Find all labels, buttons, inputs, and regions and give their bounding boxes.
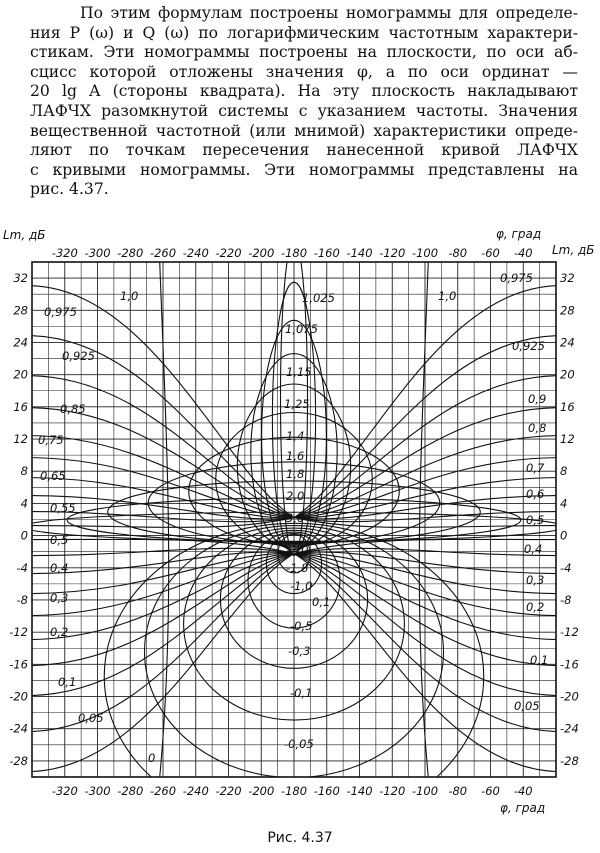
curve-label-right: 0,4 bbox=[524, 542, 543, 556]
curve-label-right: 0,6 bbox=[526, 487, 545, 501]
x-tick-label-top: -80 bbox=[448, 246, 468, 260]
text-line: ЛАФЧХ разомкнутой системы с указанием частоты. Значения bbox=[30, 101, 578, 120]
x-tick-label-top: -180 bbox=[280, 246, 308, 260]
curve-label-center: 1,15 bbox=[286, 365, 312, 379]
x-tick-label-bottom: -140 bbox=[346, 784, 373, 798]
curve-label-left: 0,75 bbox=[38, 433, 64, 447]
y-tick-label-right: -24 bbox=[560, 721, 579, 736]
y-tick-label-left: -20 bbox=[9, 689, 28, 704]
x-tick-label-bottom: -160 bbox=[313, 784, 340, 798]
y-tick-label-left: 16 bbox=[13, 399, 28, 414]
curve-label-center: 0,1 bbox=[312, 595, 331, 609]
curve-label-right: 0,7 bbox=[526, 461, 545, 475]
x-tick-label-top: -140 bbox=[346, 246, 373, 260]
x-axis-label-bottom: φ, град bbox=[500, 801, 546, 815]
curve-label-left: 0,85 bbox=[60, 402, 86, 416]
y-tick-label-right: 4 bbox=[560, 496, 568, 511]
x-tick-label-bottom: -80 bbox=[448, 784, 468, 798]
text-line: сцисс которой отложены значения φ, а по оси ординат — bbox=[30, 62, 578, 81]
y-tick-label-right: -16 bbox=[560, 657, 579, 672]
curve-label-right: 0,3 bbox=[526, 573, 545, 587]
curve-label-center: -0,3 bbox=[288, 644, 311, 658]
y-tick-label-left: 4 bbox=[20, 496, 28, 511]
curve-label-center: 1,25 bbox=[284, 397, 310, 411]
y-tick-label-right: 24 bbox=[560, 335, 575, 350]
x-tick-label-bottom: -320 bbox=[51, 784, 78, 798]
text-line: 20 lg A (стороны квадрата). На эту плоскость накладывают bbox=[30, 82, 578, 101]
text-line: ния P (ω) и Q (ω) по логарифмическим частотным характери- bbox=[30, 23, 578, 42]
curve-label-center: -1,8 bbox=[286, 561, 309, 575]
y-tick-label-right: 12 bbox=[560, 432, 575, 447]
x-tick-label-top: -40 bbox=[513, 246, 533, 260]
curve-label-center: 1,025 bbox=[302, 291, 335, 305]
y-tick-label-right: 28 bbox=[560, 303, 575, 318]
curve-label-center: -0,5 bbox=[290, 619, 313, 633]
curve-label-right: 0,8 bbox=[528, 421, 547, 435]
text-line: ляют по точкам пересечения нанесенной кривой ЛАФЧХ bbox=[30, 141, 578, 160]
text-line: стикам. Эти номограммы построены на плоскости, по оси аб- bbox=[30, 43, 578, 62]
y-tick-label-left: 0 bbox=[20, 528, 28, 543]
curve-label-left: 0,05 bbox=[78, 711, 104, 725]
curve-label-center: -0,1 bbox=[290, 686, 313, 700]
open-curve-right bbox=[294, 553, 561, 593]
x-tick-label-bottom: -260 bbox=[149, 784, 177, 798]
curve-label-left: 0,925 bbox=[62, 349, 95, 363]
curve-label-right: 0,2 bbox=[526, 600, 545, 614]
x-tick-label-bottom: -60 bbox=[481, 784, 500, 798]
text-line: По этим формулам построены номограммы для определе- bbox=[80, 4, 578, 22]
curve-label-right: 0,925 bbox=[512, 339, 545, 353]
x-tick-label-bottom: -300 bbox=[84, 784, 111, 798]
curve-label-right: 0,9 bbox=[528, 392, 547, 406]
open-curve-right bbox=[294, 286, 561, 518]
curve-label-left: 0,5 bbox=[50, 533, 69, 547]
curve-label-center: -1,0 bbox=[290, 579, 313, 593]
x-tick-label-top: -60 bbox=[481, 246, 500, 260]
y-tick-label-left: -24 bbox=[9, 721, 28, 736]
open-curve-right bbox=[294, 554, 561, 666]
y-tick-label-left: -4 bbox=[16, 560, 28, 575]
curve-label-left: 0,4 bbox=[50, 561, 69, 575]
y-tick-label-right: -20 bbox=[560, 689, 579, 704]
curve-label-left: 0 bbox=[148, 751, 156, 765]
x-tick-label-bottom: -100 bbox=[411, 784, 439, 798]
curve-label-left: 0,1 bbox=[58, 675, 77, 689]
y-tick-label-right: -28 bbox=[560, 753, 579, 768]
intro-text bbox=[30, 4, 578, 200]
y-tick-label-left: -28 bbox=[9, 753, 28, 768]
curve-label-center: 1,6 bbox=[286, 449, 305, 463]
x-tick-label-top: -100 bbox=[411, 246, 439, 260]
curve-label-right: 0,1 bbox=[530, 653, 549, 667]
x-tick-label-bottom: -220 bbox=[215, 784, 242, 798]
y-tick-label-right: 16 bbox=[560, 399, 575, 414]
y-tick-label-left: 12 bbox=[13, 432, 28, 447]
x-tick-label-top: -120 bbox=[379, 246, 406, 260]
open-curve-right bbox=[294, 436, 561, 518]
y-tick-label-right: -4 bbox=[560, 560, 572, 575]
y-tick-label-left: -12 bbox=[9, 625, 28, 640]
curve-label-right: 1,0 bbox=[438, 289, 457, 303]
text-line: вещественной частотной (или мнимой) характеристики опреде- bbox=[30, 121, 578, 140]
x-tick-label-bottom: -280 bbox=[117, 784, 144, 798]
x-tick-label-top: -260 bbox=[149, 246, 177, 260]
text-line: с кривыми номограммы. Эти номограммы представлены на bbox=[30, 160, 578, 179]
y-axis-label-left: Lm, дБ bbox=[3, 228, 46, 242]
open-curve-right bbox=[294, 554, 561, 696]
x-tick-label-bottom: -120 bbox=[379, 784, 406, 798]
open-curve-right bbox=[294, 408, 561, 518]
curve-label-center: 1,4 bbox=[286, 429, 305, 443]
x-tick-label-bottom: -240 bbox=[182, 784, 209, 798]
x-tick-label-top: -220 bbox=[215, 246, 242, 260]
y-tick-label-right: 8 bbox=[560, 464, 568, 479]
curve-label-center: -2,0 bbox=[286, 543, 309, 557]
y-tick-label-left: 28 bbox=[13, 303, 28, 318]
y-tick-label-left: -8 bbox=[16, 592, 28, 607]
x-tick-label-top: -300 bbox=[84, 246, 111, 260]
curve-label-left: 0,55 bbox=[50, 501, 76, 515]
x-tick-label-top: -160 bbox=[313, 246, 340, 260]
x-tick-label-top: -240 bbox=[182, 246, 209, 260]
text-line: рис. 4.37. bbox=[30, 180, 109, 199]
y-tick-label-left: 20 bbox=[13, 367, 28, 382]
y-tick-label-right: 20 bbox=[560, 367, 575, 382]
curve-label-left: 0,65 bbox=[40, 469, 66, 483]
curve-label-left: 0,3 bbox=[50, 591, 69, 605]
curve-label-right: 0,05 bbox=[514, 699, 540, 713]
y-tick-label-left: -16 bbox=[9, 657, 28, 672]
nomogram-figure bbox=[0, 222, 600, 822]
curve-label-center: 1,8 bbox=[286, 467, 305, 481]
x-tick-label-top: -200 bbox=[248, 246, 275, 260]
x-axis-label-top: φ, град bbox=[496, 227, 542, 241]
y-tick-label-left: 32 bbox=[13, 271, 28, 286]
y-tick-label-right: -12 bbox=[560, 625, 579, 640]
y-axis-label-right: Lm, дБ bbox=[552, 243, 595, 257]
curve-label-right: 0,5 bbox=[526, 513, 545, 527]
x-tick-label-bottom: -200 bbox=[248, 784, 275, 798]
curve-label-center: 1,075 bbox=[285, 322, 318, 336]
curve-label-left: 0,975 bbox=[44, 305, 77, 319]
curve-label-right: 0,975 bbox=[500, 271, 533, 285]
y-tick-label-right: 0 bbox=[560, 528, 568, 543]
open-curve-left bbox=[27, 554, 294, 732]
curve-label-left: 0,2 bbox=[50, 625, 69, 639]
x-tick-label-top: -320 bbox=[51, 246, 78, 260]
y-tick-label-right: 32 bbox=[560, 271, 575, 286]
curve-label-center: 3,0 bbox=[286, 511, 305, 525]
x-tick-label-bottom: -180 bbox=[280, 784, 308, 798]
y-tick-label-left: 24 bbox=[13, 335, 28, 350]
curve-label-left: 1,0 bbox=[120, 289, 139, 303]
curve-label-center: -0,05 bbox=[284, 737, 314, 751]
curve-labels bbox=[38, 271, 548, 765]
x-tick-label-top: -280 bbox=[117, 246, 144, 260]
figure-caption: Рис. 4.37 bbox=[267, 830, 333, 846]
y-tick-label-left: 8 bbox=[20, 464, 28, 479]
x-tick-label-bottom: -40 bbox=[513, 784, 533, 798]
curve-label-center: 2,0 bbox=[286, 489, 305, 503]
y-tick-label-right: -8 bbox=[560, 592, 572, 607]
